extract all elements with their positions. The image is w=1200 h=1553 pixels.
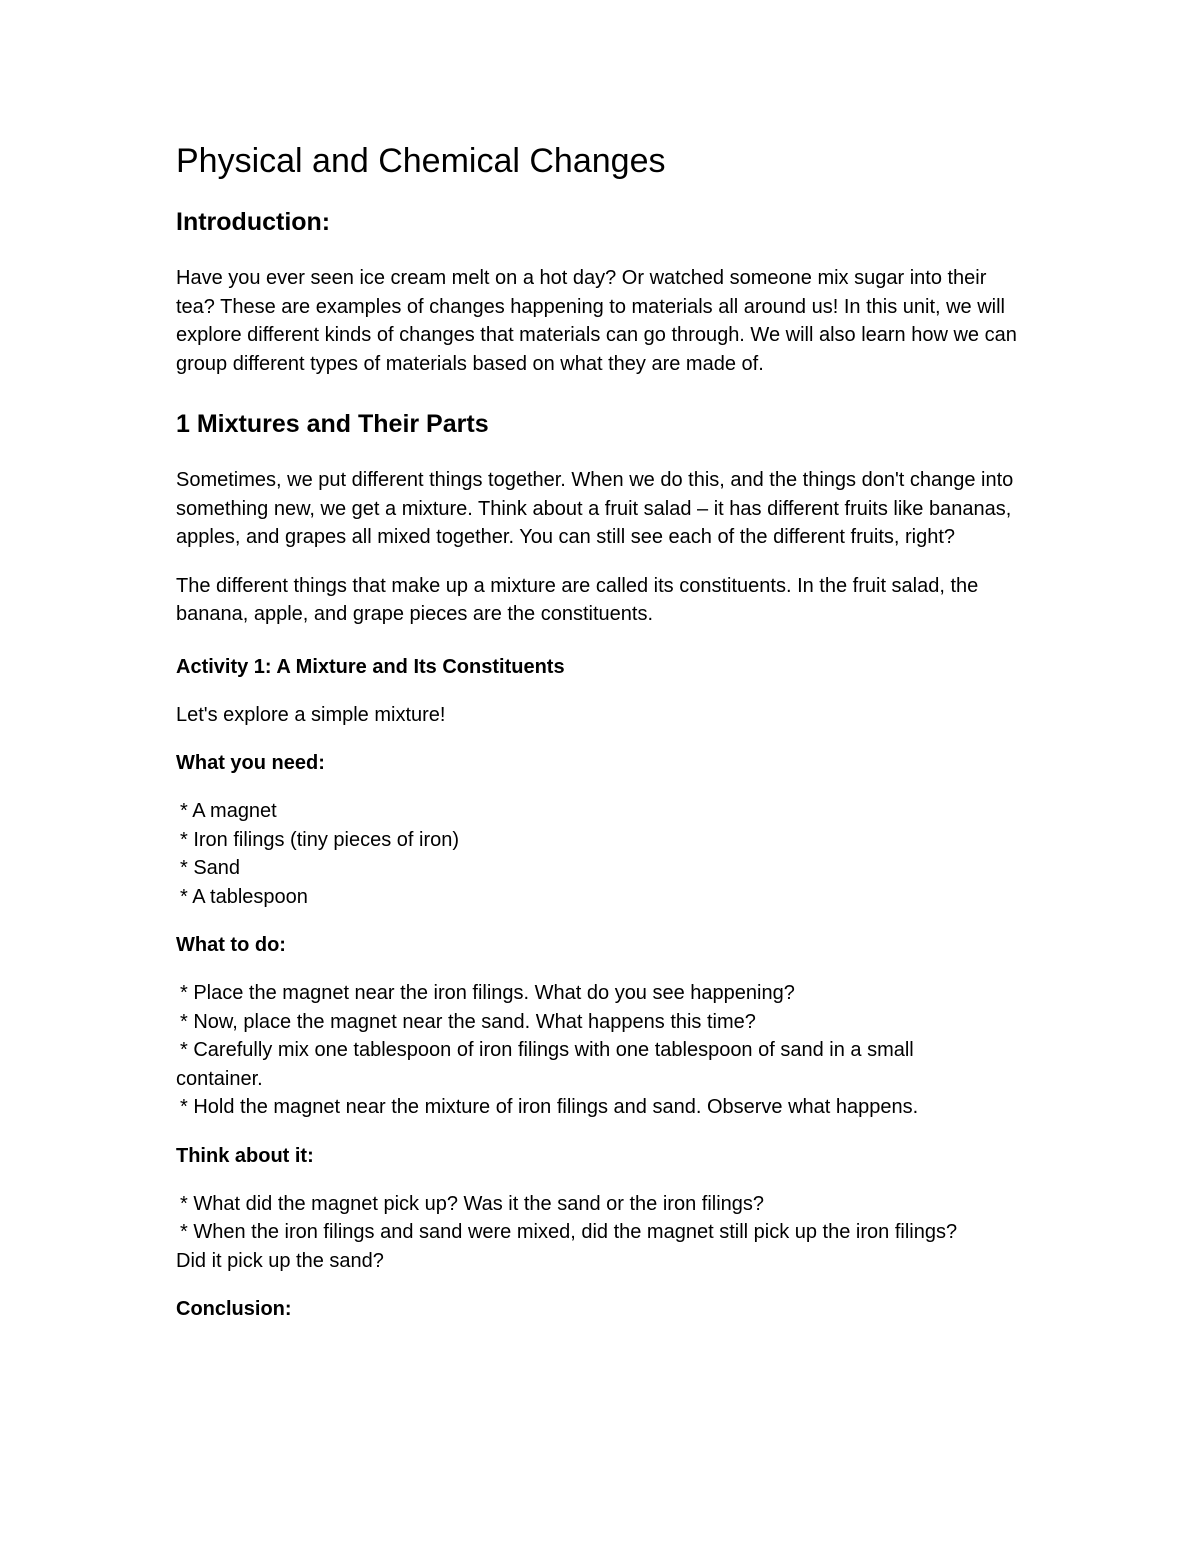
list-item: * A tablespoon [180,885,308,908]
list-item: * Sand [180,857,241,879]
list-item-continuation: container. [176,1067,263,1090]
section1-paragraph-2: The different things that make up a mixture are called its constituents. In the fruit salad, the banana, apple, and grape pieces are the constituents. [176,574,979,625]
list-item-continuation: Did it pick up the sand? [176,1249,384,1272]
todo-list [176,979,1028,1122]
intro-heading: Introduction: [176,208,331,236]
need-list [176,797,1028,911]
document-content [176,140,1028,1343]
conclusion-heading: Conclusion: [176,1298,292,1320]
list-item: * Place the magnet near the iron filings. What do you see happening? [180,982,795,1004]
activity-intro: Let's explore a simple mixture! [176,703,446,726]
section1-heading: 1 Mixtures and Their Parts [176,410,489,438]
intro-paragraph: Have you ever seen ice cream melt on a hot day? Or watched someone mix sugar into their tea? These are examples of changes happening to materials all around us! In this unit, we will explore different kinds of changes that materials can go through. We will also learn how we can group different types of materials based on what they are made of. [176,267,1017,375]
activity-heading: Activity 1: A Mixture and Its Constituents [176,655,565,678]
todo-heading: What to do: [176,934,286,956]
list-item: * When the iron filings and sand were mixed, did the magnet still pick up the iron filings? [180,1221,958,1243]
list-item: * What did the magnet pick up? Was it the sand or the iron filings? [180,1192,765,1215]
section1-paragraph-1: Sometimes, we put different things together. When we do this, and the things don't change into something new, we get a mixture. Think about a fruit salad – it has different fruits like bananas, apples, and grapes all mixed together. You can still see each of the different fruits, right? [176,469,1014,548]
list-item: * Iron filings (tiny pieces of iron) [180,828,460,851]
list-item: * Now, place the magnet near the sand. What happens this time? [180,1010,756,1033]
need-heading: What you need: [176,752,325,774]
think-list [176,1190,1028,1276]
think-heading: Think about it: [176,1144,314,1167]
document-title: Physical and Chemical Changes [176,142,666,180]
list-item: * Hold the magnet near the mixture of iron filings and sand. Observe what happens. [180,1096,919,1118]
list-item: * A magnet [180,800,277,822]
list-item: * Carefully mix one tablespoon of iron filings with one tablespoon of sand in a small [180,1039,914,1061]
